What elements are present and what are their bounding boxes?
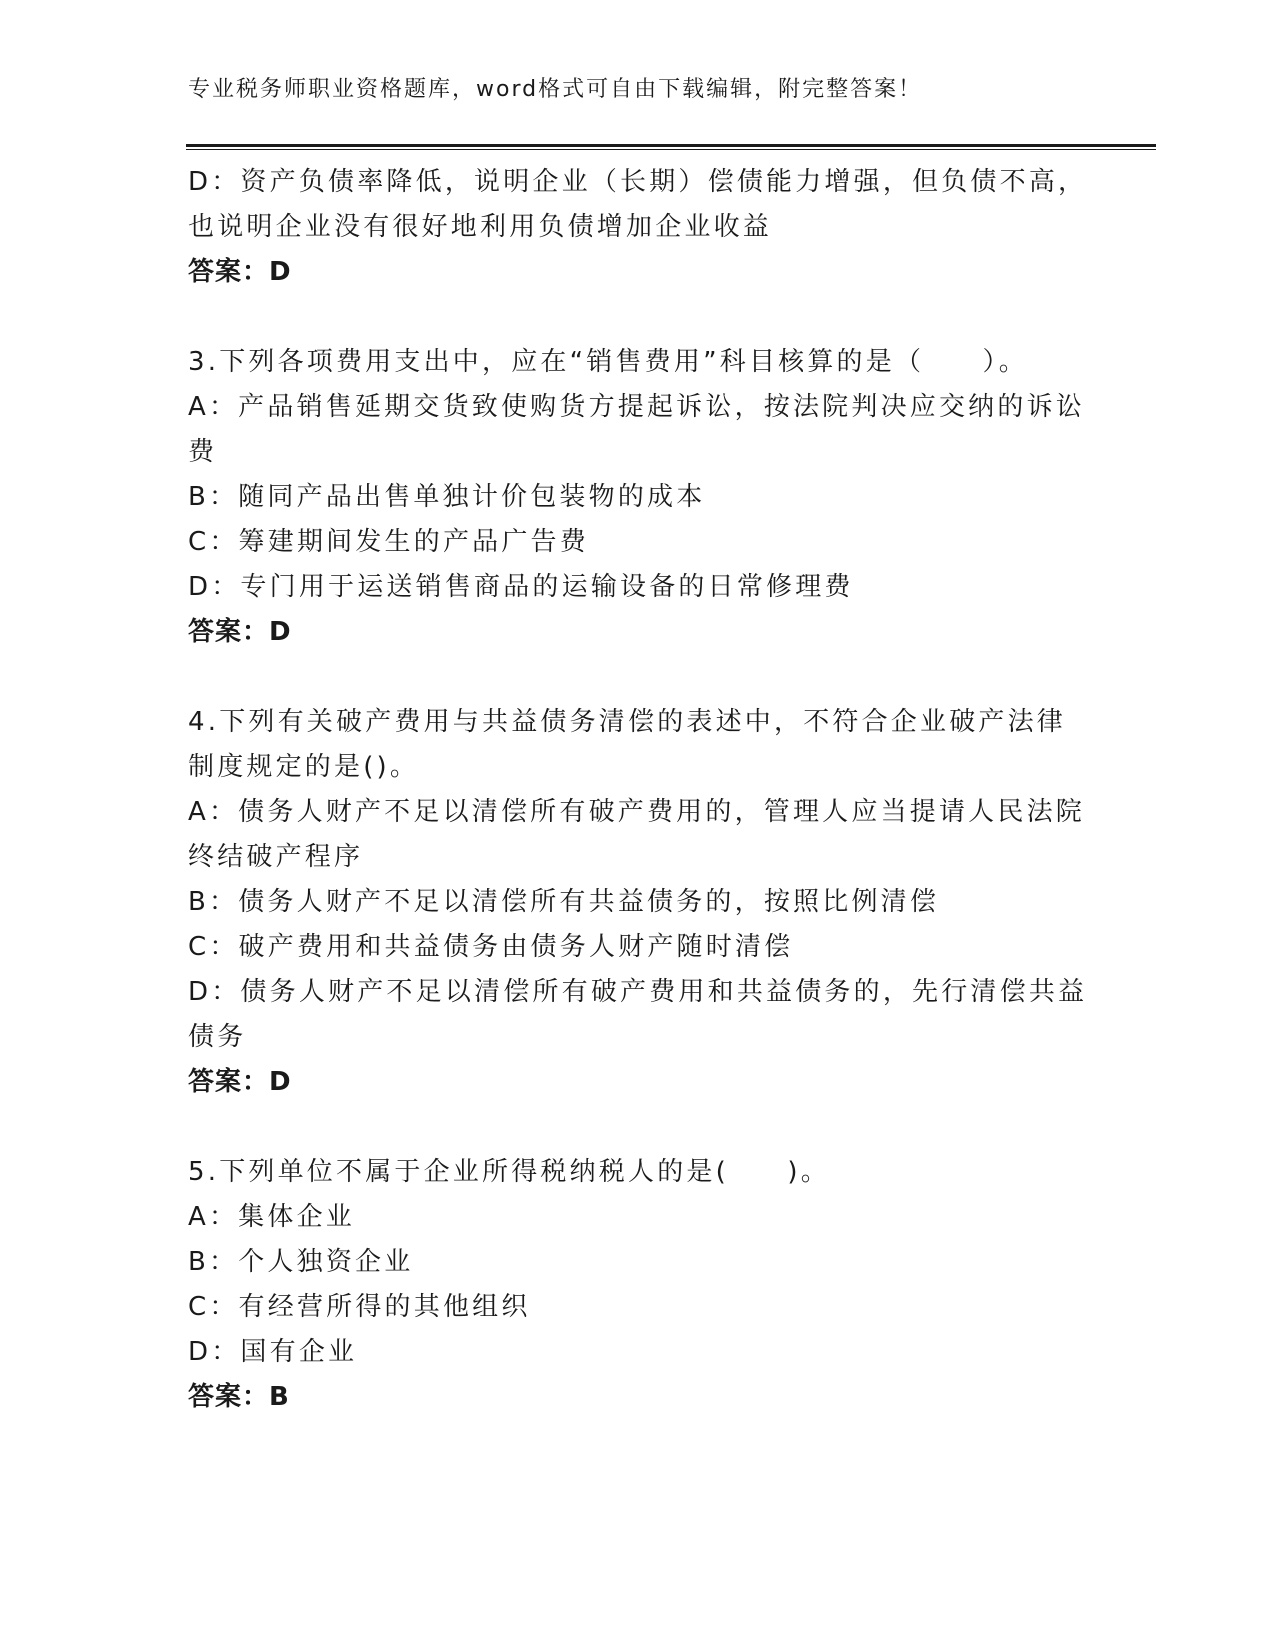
document-body [188, 160, 1088, 1420]
option-a-continued: 终结破产程序 [188, 842, 364, 872]
option-d-continued: 也说明企业没有很好地利用负债增加企业收益 [188, 212, 773, 242]
option-c: C：有经营所得的其他组织 [188, 1292, 531, 1322]
option-d-continued: 债务 [188, 1022, 247, 1052]
option-a: A：产品销售延期交货致使购货方提起诉讼，按法院判决应交纳的诉讼 [188, 392, 1085, 422]
option-a: A：集体企业 [188, 1202, 355, 1232]
question-stem: 5.下列单位不属于企业所得税纳税人的是( )。 [188, 1157, 830, 1187]
answer: 答案：B [188, 1382, 290, 1412]
option-c: C：破产费用和共益债务由债务人财产随时清偿 [188, 932, 794, 962]
page-header: 专业税务师职业资格题库，word格式可自由下载编辑，附完整答案！ [188, 77, 923, 102]
answer: 答案：D [188, 1067, 292, 1097]
answer: 答案：D [188, 617, 292, 647]
answer: 答案：D [188, 257, 292, 287]
option-d: D：资产负债率降低，说明企业（长期）偿债能力增强，但负债不高， [188, 167, 1088, 197]
header-divider [186, 144, 1156, 151]
question-stem: 3.下列各项费用支出中，应在“销售费用”科目核算的是（ ）。 [188, 347, 1028, 377]
option-a: A：债务人财产不足以清偿所有破产费用的，管理人应当提请人民法院 [188, 797, 1085, 827]
previous-question-tail [188, 160, 1088, 295]
option-d: D：专门用于运送销售商品的运输设备的日常修理费 [188, 572, 854, 602]
option-a-continued: 费 [188, 437, 218, 467]
option-d: D：国有企业 [188, 1337, 358, 1367]
question-5 [188, 1150, 1088, 1420]
option-b: B：债务人财产不足以清偿所有共益债务的，按照比例清偿 [188, 887, 940, 917]
option-c: C：筹建期间发生的产品广告费 [188, 527, 589, 557]
question-3 [188, 340, 1088, 655]
question-stem-continued: 制度规定的是()。 [188, 752, 420, 782]
option-b: B：个人独资企业 [188, 1247, 414, 1277]
question-4 [188, 700, 1088, 1105]
option-d: D：债务人财产不足以清偿所有破产费用和共益债务的，先行清偿共益 [188, 977, 1088, 1007]
option-b: B：随同产品出售单独计价包装物的成本 [188, 482, 706, 512]
question-stem: 4.下列有关破产费用与共益债务清偿的表述中，不符合企业破产法律 [188, 707, 1067, 737]
